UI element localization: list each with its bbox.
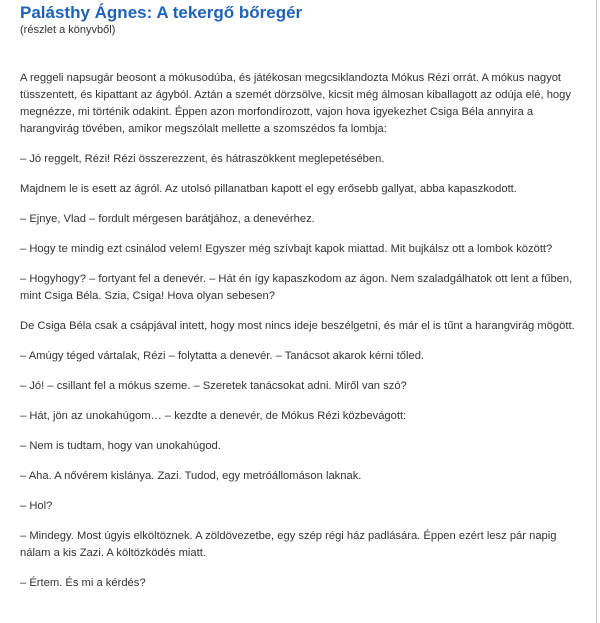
article-paragraph: – Amúgy téged vártalak, Rézi – folytatta a denevér. – Tanácsot akarok kérni tőled. — [20, 350, 425, 362]
article-paragraph: – Hogy te mindig ezt csinálod velem! Egyszer még szívbajt kapok miattad. Mit bujkálsz ott a lombok között? — [20, 243, 553, 255]
article-subtitle: (részlet a könyvből) — [20, 24, 116, 36]
article-paragraph: De Csiga Béla csak a csápjával intett, hogy most nincs ideje beszélgetni, és már el is tűnt a harangvirág mögött. — [20, 320, 575, 332]
article-paragraph: – Ejnye, Vlad – fordult mérgesen barátjához, a denevérhez. — [20, 213, 315, 225]
article-paragraph: – Hogyhogy? – fortyant fel a denevér. – Hát én így kapaszkodom az ágon. Nem szaladgálhatok ott lent a fűben, mint Csiga Béla. Szia, Csiga! Hova olyan sebesen? — [20, 273, 573, 302]
article-paragraph: – Értem. És mi a kérdés? — [20, 577, 146, 589]
article-paragraph: – Jó! – csillant fel a mókus szeme. – Szeretek tanácsokat adni. Miről van szó? — [20, 380, 407, 392]
article-paragraph: – Aha. A nővérem kislánya. Zazi. Tudod, egy metróállomáson laknak. — [20, 470, 362, 482]
page-border-divider — [596, 0, 597, 623]
article-paragraph: – Nem is tudtam, hogy van unokahúgod. — [20, 440, 221, 452]
article-paragraph: A reggeli napsugár beosont a mókusodúba, és játékosan megcsiklandozta Mókus Rézi orrát. A mókus nagyot tüsszentett, és kipattant az ágyból. Aztán a szemét dörzsölve, kicsit még álmosan kiballagott az odúja elé, hogy megnézze, mi történik odakint. Éppen azon morfondírozott, vajon hova igyekezhet Csiga Béla annyira a harangvirág tövében, amikor megszólalt mellette a szomszédos fa lombja: — [20, 72, 571, 135]
article-paragraph: Majdnem le is esett az ágról. Az utolsó pillanatban kapott el egy erősebb gallyat, abba kapaszkodott. — [20, 183, 517, 195]
article-paragraph: – Hol? — [20, 500, 53, 512]
article-paragraph: – Mindegy. Most úgyis elköltöznek. A zöldövezetbe, egy szép régi ház padlására. Éppen ezért lesz pár napig nálam a kis Zazi. A költözködés miatt. — [20, 530, 557, 559]
article-title: Palásthy Ágnes: A tekergő bőregér — [20, 3, 303, 22]
article-paragraph: – Hát, jön az unokahúgom… – kezdte a denevér, de Mókus Rézi közbevágott: — [20, 410, 407, 422]
article-body — [20, 70, 585, 605]
article-paragraph: – Jó reggelt, Rézi! Rézi összerezzent, és hátraszökkent meglepetésében. — [20, 153, 385, 165]
